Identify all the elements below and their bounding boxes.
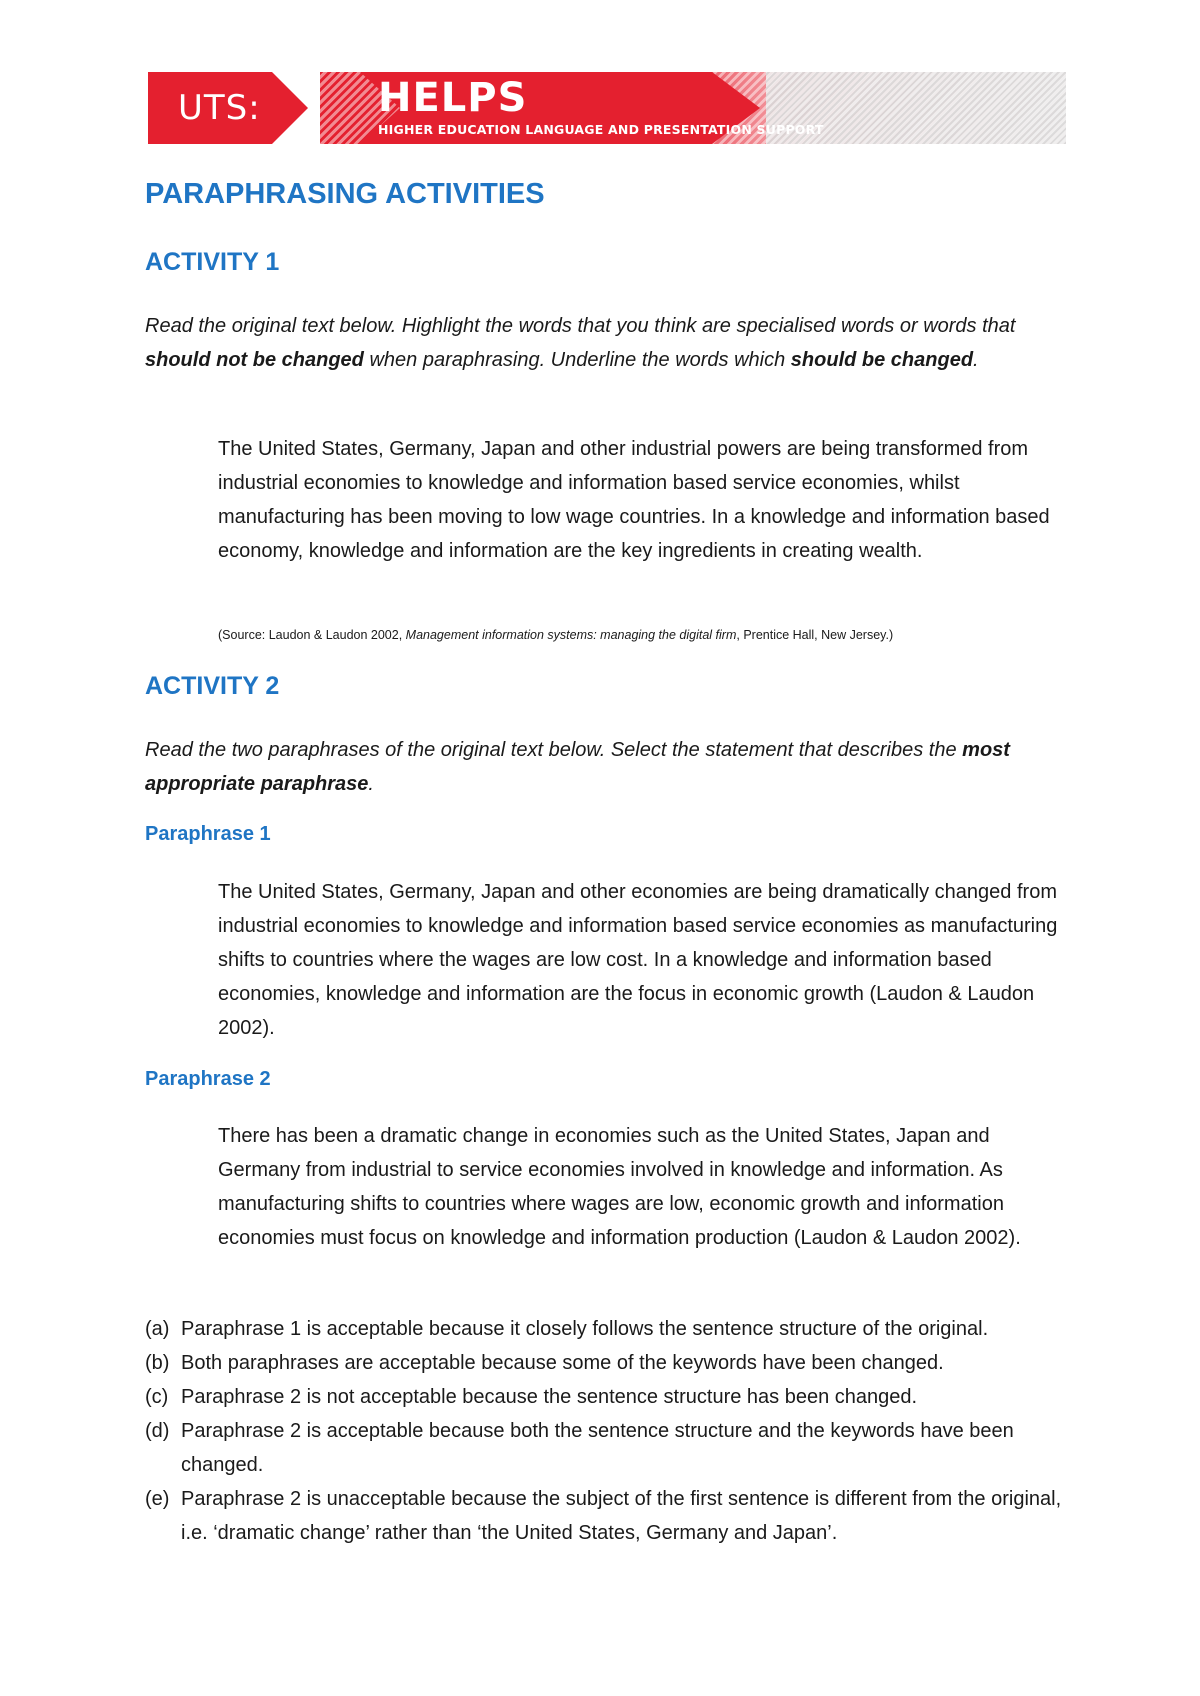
activity-1-instructions: [145, 309, 1065, 377]
option-text: Paraphrase 2 is acceptable because both the sentence structure and the keywords have been changed.: [181, 1420, 1014, 1476]
instruction-text: when paraphrasing. Underline the words which: [363, 349, 791, 371]
option-text: Both paraphrases are acceptable because some of the keywords have been changed.: [181, 1352, 944, 1374]
answer-option[interactable]: [145, 1312, 1065, 1346]
option-text: Paraphrase 2 is not acceptable because the sentence structure has been changed.: [181, 1386, 918, 1408]
citation-text: , Prentice Hall, New Jersey.): [736, 628, 894, 642]
instruction-text: .: [973, 349, 979, 371]
answer-option[interactable]: [145, 1482, 1065, 1550]
helps-logo-subtitle: HIGHER EDUCATION LANGUAGE AND PRESENTATION SUPPORT: [378, 122, 824, 137]
option-letter: (e): [145, 1488, 170, 1510]
answer-option[interactable]: [145, 1346, 1065, 1380]
answer-option[interactable]: [145, 1414, 1065, 1482]
instruction-text: .: [368, 773, 374, 795]
option-text: Paraphrase 2 is unacceptable because the subject of the first sentence is different from the original, i.e. ‘dramatic change’ rather than ‘the United States, Germany and Japan’.: [181, 1488, 1062, 1544]
page-title: PARAPHRASING ACTIVITIES: [145, 178, 545, 210]
source-citation: [218, 626, 893, 644]
helps-logo-title: HELPS: [378, 75, 528, 121]
paraphrase-2-heading: Paraphrase 2: [145, 1068, 271, 1090]
option-letter: (c): [145, 1386, 169, 1408]
instruction-text: Read the original text below. Highlight the words that you think are specialised words or words that: [145, 315, 1016, 337]
paraphrase-1-heading: Paraphrase 1: [145, 823, 271, 845]
activity-2-heading: ACTIVITY 2: [145, 672, 280, 700]
header-banner: [148, 72, 1066, 144]
answer-options: [145, 1312, 1065, 1550]
option-letter: (a): [145, 1318, 170, 1340]
answer-option[interactable]: [145, 1380, 1065, 1414]
instruction-emphasis: should not be changed: [145, 349, 364, 371]
helps-logo: [320, 72, 1066, 144]
activity-2-instructions: [145, 733, 1065, 801]
instruction-emphasis: most appropriate paraphrase: [145, 739, 1010, 795]
activity-1-heading: ACTIVITY 1: [145, 248, 280, 276]
paraphrase-1-text: The United States, Germany, Japan and other economies are being dramatically changed from industrial economies to knowledge and information based service economies as manufacturing shifts to countries where the wages are low cost. In a knowledge and information based economies, knowledge and information are the focus in economic growth (Laudon & Laudon 2002).: [218, 881, 1058, 1039]
option-text: Paraphrase 1 is acceptable because it closely follows the sentence structure of the original.: [181, 1318, 989, 1340]
uts-logo-text: UTS:: [178, 88, 261, 128]
original-text: The United States, Germany, Japan and other industrial powers are being transformed from industrial economies to knowledge and information based service economies, whilst manufacturing has been moving to low wage countries. In a knowledge and information based economy, knowledge and information are the key ingredients in creating wealth.: [218, 438, 1050, 562]
uts-logo: [148, 72, 272, 144]
instruction-emphasis: should be changed: [790, 349, 974, 371]
option-letter: (b): [145, 1352, 170, 1374]
paraphrase-2-text: There has been a dramatic change in economies such as the United States, Japan and Germany from industrial to service economies involved in knowledge and information. As manufacturing shifts to countries where wages are low, economic growth and information economies must focus on knowledge and information production (Laudon & Laudon 2002).: [218, 1125, 1021, 1249]
citation-text: (Source: Laudon & Laudon 2002,: [218, 628, 406, 642]
citation-title: Management information systems: managing the digital firm: [405, 628, 737, 642]
instruction-text: Read the two paraphrases of the original text below. Select the statement that describes the: [145, 739, 963, 761]
option-letter: (d): [145, 1420, 170, 1442]
uts-arrow-icon: [272, 72, 308, 144]
